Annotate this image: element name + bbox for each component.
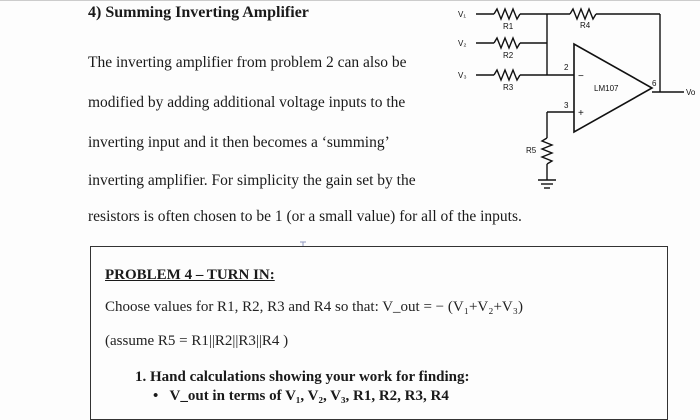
- ground-icon: [538, 180, 556, 188]
- resistor-r2-symbol: [494, 38, 520, 48]
- problem-box: [90, 246, 668, 420]
- input-v2-label: V₂: [458, 39, 467, 48]
- resistor-r5-symbol: [542, 138, 552, 164]
- input-v3-label: V₃: [458, 71, 467, 80]
- bullet-dot: •: [153, 388, 170, 404]
- inverting-sign: −: [578, 71, 584, 82]
- numbered-item-1: 1. Hand calculations showing your work for finding:: [135, 369, 470, 385]
- resistor-r3-label: R3: [503, 83, 514, 92]
- paragraph-line: resistors is often chosen to be 1 (or a small value) for all of the inputs.: [88, 208, 522, 225]
- op-amp-label: LM107: [594, 84, 619, 93]
- problem-assumption: (assume R5 = R1||R2||R3||R4 ): [105, 333, 289, 349]
- resistor-r4-symbol: [570, 9, 596, 19]
- paragraph-line: modified by adding additional voltage inputs to the: [88, 94, 406, 111]
- problem-instruction: Choose values for R1, R2, R3 and R4 so that: V_out = − (V₁+V₂+V₃): [105, 299, 523, 315]
- resistor-r1-label: R1: [503, 22, 514, 31]
- resistor-r1-symbol: [494, 9, 520, 19]
- pin-3-label: 3: [564, 101, 569, 110]
- resistor-r2-label: R2: [503, 51, 514, 60]
- bullet-item-text: V_out in terms of V₁, V₂, V₃, R1, R2, R3, R4: [169, 388, 449, 404]
- resistor-r4-label: R4: [580, 21, 591, 30]
- problem-title: PROBLEM 4 – TURN IN:: [105, 267, 275, 283]
- summing-amplifier-circuit-diagram: [452, 0, 700, 205]
- resistor-r3-symbol: [494, 70, 520, 80]
- section-heading: 4) Summing Inverting Amplifier: [88, 4, 309, 21]
- pin-2-label: 2: [564, 63, 569, 72]
- resistor-r5-label: R5: [526, 146, 537, 155]
- paragraph-line: The inverting amplifier from problem 2 can also be: [88, 54, 407, 71]
- bullet-item: [153, 388, 449, 405]
- input-v1-label: V₁: [458, 10, 467, 19]
- paragraph-line: inverting input and it then becomes a ‘summing’: [88, 134, 390, 151]
- output-label: Vo: [686, 88, 696, 97]
- paragraph-line: inverting amplifier. For simplicity the gain set by the: [88, 172, 416, 189]
- noninverting-sign: +: [578, 108, 584, 119]
- pin-6-label: 6: [652, 79, 657, 88]
